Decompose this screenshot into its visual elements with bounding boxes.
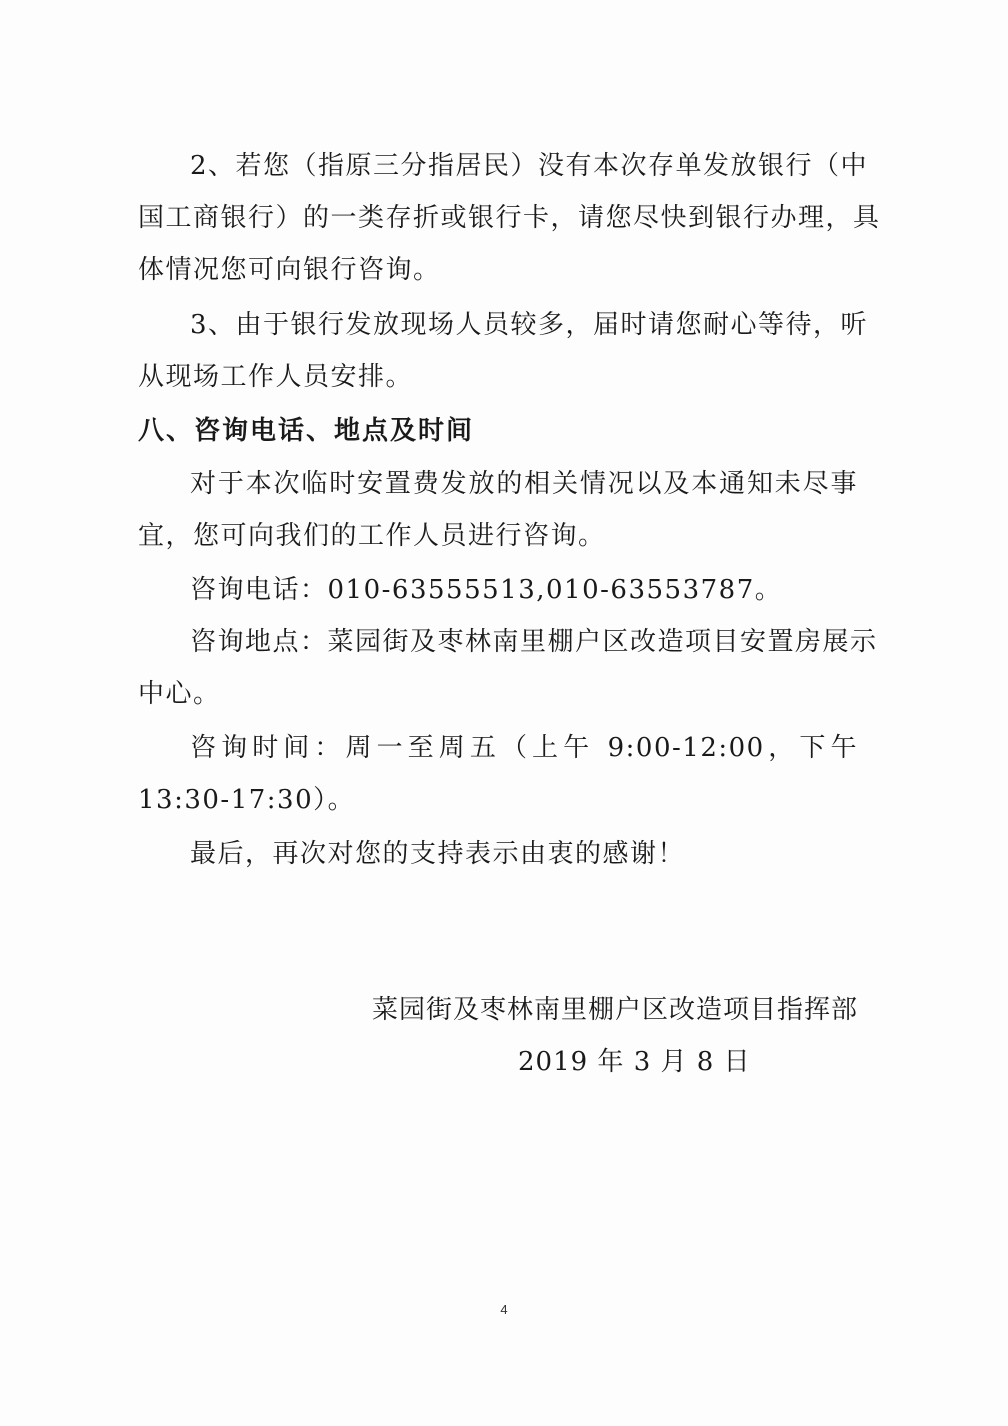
paragraph-2-line-3: 体情况您可向银行咨询。 xyxy=(138,255,441,285)
intro-line-1: 对于本次临时安置费发放的相关情况以及本通知未尽事 xyxy=(190,469,858,499)
signature-organization: 菜园街及枣林南里棚户区改造项目指挥部 xyxy=(372,995,859,1025)
consult-hours-line-1: 咨询时间：周一至周五（上午 9:00-12:00，下午 xyxy=(190,733,858,763)
intro-line-2: 宜，您可向我们的工作人员进行咨询。 xyxy=(138,521,606,551)
paragraph-2-line-2: 国工商银行）的一类存折或银行卡，请您尽快到银行办理，具 xyxy=(138,203,881,233)
paragraph-2-line-1: 2、若您（指原三分指居民）没有本次存单发放银行（中 xyxy=(190,151,869,181)
signature-date: 2019 年 3 月 8 日 xyxy=(518,1047,751,1077)
page-number: 4 xyxy=(500,1302,508,1317)
paragraph-3-line-2: 从现场工作人员安排。 xyxy=(138,362,414,392)
consult-location-line-2: 中心。 xyxy=(138,679,221,709)
paragraph-3-line-1: 3、由于银行发放现场人员较多，届时请您耐心等待，听 xyxy=(190,310,869,340)
closing-thanks: 最后，再次对您的支持表示由衷的感谢！ xyxy=(190,839,686,869)
section-8-heading: 八、咨询电话、地点及时间 xyxy=(138,416,475,446)
consult-location-line-1: 咨询地点：菜园街及枣林南里棚户区改造项目安置房展示 xyxy=(190,627,878,657)
consult-phone: 咨询电话：010-63555513,010-63553787。 xyxy=(190,575,783,605)
consult-hours-line-2: 13:30-17:30）。 xyxy=(138,785,356,815)
